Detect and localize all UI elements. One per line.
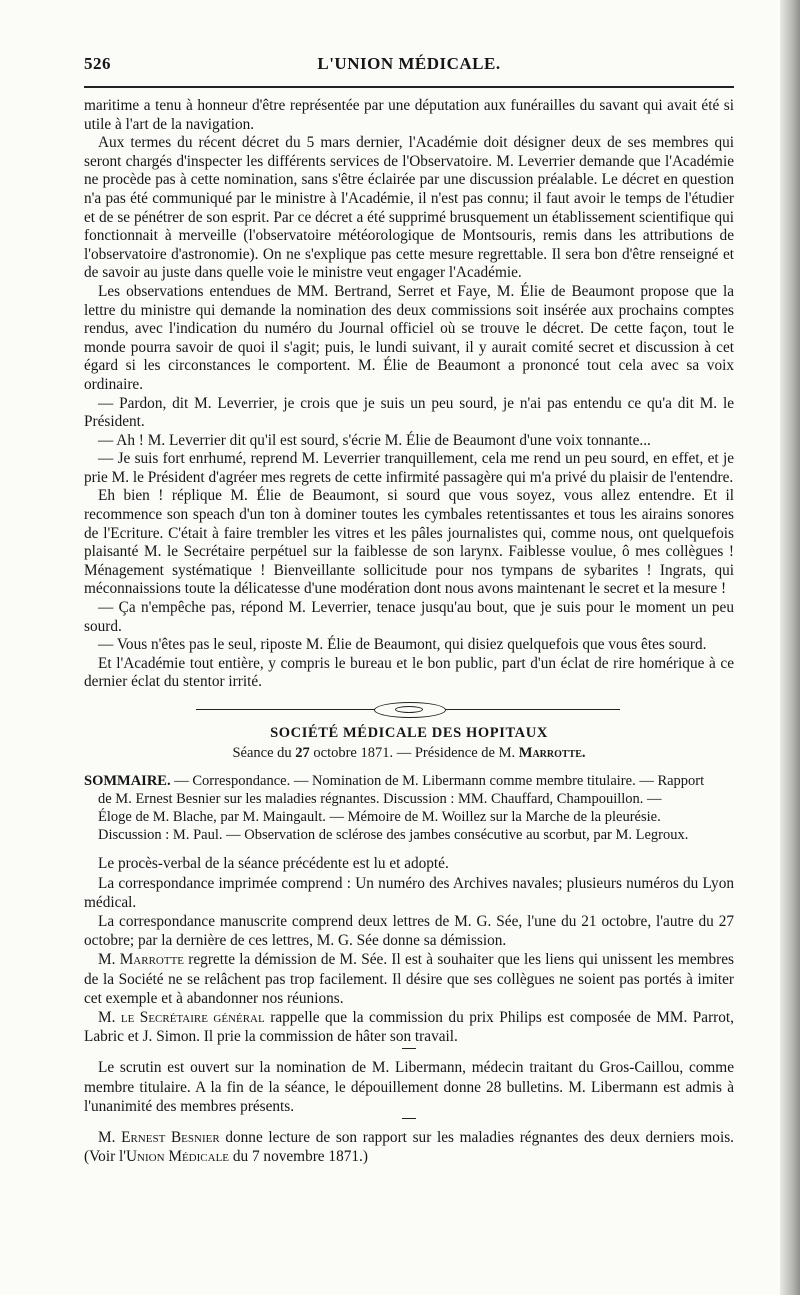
- paragraph: — Ah ! M. Leverrier dit qu'il est sourd, s'écrie M. Élie de Beaumont d'une voix tonnante...: [98, 431, 651, 449]
- journal-name: Union Médicale: [126, 1148, 230, 1166]
- paragraph: — Je suis fort enrhumé, reprend M. Leverrier tranquillement, cela me rend un peu sourd, en effet, et je prie M. le Président d'agréer mes regrets de cette infirmité passagère qui m'a privé du plaisir de l'entendre.: [84, 450, 734, 486]
- paragraph: Eh bien ! réplique M. Élie de Beaumont, si sourd que vous soyez, vous allez entendre. Et il recommence son speach d'un ton à dominer toutes les cymbales retentissantes et tous les airains sonores de l'Ecriture. C'était à faire trembler les vitres et les pâles journalistes qui, comme nous, ont quelquefois plaisanté M. le Secrétaire perpétuel sur la faiblesse de son larynx. Faiblesse voulue, ô mes collègues ! Ménagement systématique ! Bienveillante sollicitude pour nos tympans de sybarites ! Ingrats, qui méconnaissions toute la délicatesse d'une modération dont nous avons maintenant le secret et la mesure !: [84, 487, 734, 598]
- summary-line: SOMMAIRE. — Correspondance. — Nomination de M. Libermann comme membre titulaire. — Rapport: [84, 773, 705, 790]
- header-rule: [84, 86, 734, 88]
- summary-line: Éloge de M. Blache, par M. Maingault. — Mémoire de M. Woillez sur la Marche de la pleurésie.: [98, 808, 661, 825]
- page-header: [84, 54, 734, 80]
- separator-dash: [402, 1048, 416, 1055]
- separator-dash: [402, 1118, 416, 1125]
- paragraph: maritime a tenu à honneur d'être représentée par une députation aux funérailles du savant qui avait été si utile à l'art de la navigation.: [84, 97, 734, 133]
- summary-line: Discussion : M. Paul. — Observation de sclérose des jambes consécutive au scorbut, par M. Legroux.: [98, 826, 689, 843]
- section-title: SOCIÉTÉ MÉDICALE DES HOPITAUX: [270, 725, 548, 741]
- text-column: [84, 97, 734, 1166]
- paragraph: Le scrutin est ouvert sur la nomination de M. Libermann, médecin traitant du Gros-Caillou, comme membre titulaire. A la fin de la séance, le dépouillement donne 28 bulletins. M. Libermann est admis à l'unanimité des membres présents.: [84, 1059, 734, 1115]
- page-number: 526: [84, 54, 111, 73]
- paragraph: La correspondance imprimée comprend : Un numéro des Archives navales; plusieurs numéros du Lyon médical.: [84, 874, 734, 911]
- ornament-flourish: [374, 702, 446, 718]
- paragraph: Le procès-verbal de la séance précédente est lu et adopté.: [98, 855, 449, 873]
- paragraph: M. Ernest Besnier donne lecture de son rapport sur les maladies régnantes des deux derniers mois. (Voir l'Union Médicale du 7 novembre 1871.): [84, 1129, 734, 1166]
- page-edge: [780, 0, 800, 1295]
- session-line: Séance du 27 octobre 1871. — Présidence de M. Marrotte.: [232, 744, 586, 761]
- paragraph: — Pardon, dit M. Leverrier, je crois que je suis un peu sourd, je n'ai pas entendu ce qu'a dit M. le Président.: [84, 394, 734, 431]
- summary-block: [84, 773, 734, 844]
- paragraph: Les observations entendues de MM. Bertrand, Serret et Faye, M. Élie de Beaumont propose que la lettre du ministre qui demande la nomination des deux commissions soit insérée aux prochains comptes rendus, avec l'indication du numéro du Journal officiel où se trouve le décret. De cette façon, tout le monde pourra savoir de quoi il s'agit; puis, le lundi suivant, il y aurait comité secret et discussion à cet égard si les circonstances le comportent. M. Élie de Beaumont a prononcé tout cela avec sa voix ordinaire.: [84, 282, 734, 393]
- section-ornament: [84, 696, 734, 724]
- speaker-name: M. Marrotte: [98, 951, 185, 969]
- paragraph: — Vous n'êtes pas le seul, riposte M. Élie de Beaumont, qui disiez quelquefois que vous êtes sourd.: [98, 636, 707, 654]
- speaker-name: M. le Secrétaire général: [98, 1009, 265, 1026]
- paragraph: — Ça n'empêche pas, répond M. Leverrier, tenace jusqu'au bout, que je suis pour le moment un peu sourd.: [84, 599, 734, 635]
- summary-line: de M. Ernest Besnier sur les maladies régnantes. Discussion : MM. Chauffard, Champouillon. —: [98, 790, 662, 807]
- paragraph: La correspondance manuscrite comprend deux lettres de M. G. Sée, l'une du 21 octobre, l'autre du 27 octobre; par la dernière de ces lettres, M. G. Sée donne sa démission.: [84, 912, 734, 950]
- paragraph: Et l'Académie tout entière, y compris le bureau et le bon public, part d'un éclat de rire homérique à ce dernier éclat du stentor irrité.: [84, 654, 734, 691]
- paragraph: Aux termes du récent décret du 5 mars dernier, l'Académie doit désigner deux de ses membres qui seront chargés d'inspecter les différents services de l'Observatoire. M. Leverrier demande que l'Académie ne procède pas à cette nomination, sans s'être éclairée par une discussion préalable. Le décret en question n'a pas été communiqué par le ministre à l'Académie, il n'est pas connu; il faut avoir le temps de l'étudier et de se pénétrer de son esprit. Par ce décret a été supprimé brusquement un établissement scientifique qui fonctionnait à merveille (l'observatoire météorologique de Montsouris, remis dans les attributions de l'observatoire d'astronomie). On ne s'explique pas cette mesure regrettable. Il sera bon d'être renseigné et de savoir au juste dans quelle voie le ministre veut engager l'Académie.: [84, 134, 734, 282]
- paragraph: M. Marrotte regrette la démission de M. Sée. Il est à souhaiter que les liens qui unissent les membres de la Société ne se relâchent pas trop facilement. Il désire que ses collègues ne soient pas portés à imiter cet exemple et à abandonner nos réunions.: [84, 951, 734, 1007]
- speaker-name: M. Ernest Besnier: [98, 1129, 220, 1147]
- minutes-body: [84, 854, 734, 1166]
- summary-label: SOMMAIRE.: [84, 773, 171, 790]
- paragraph: M. le Secrétaire général rappelle que la commission du prix Philips est composée de MM. Parrot, Labric et J. Simon. Il prie la commission de hâter son travail.: [84, 1009, 734, 1046]
- running-title: L'UNION MÉDICALE.: [317, 54, 501, 73]
